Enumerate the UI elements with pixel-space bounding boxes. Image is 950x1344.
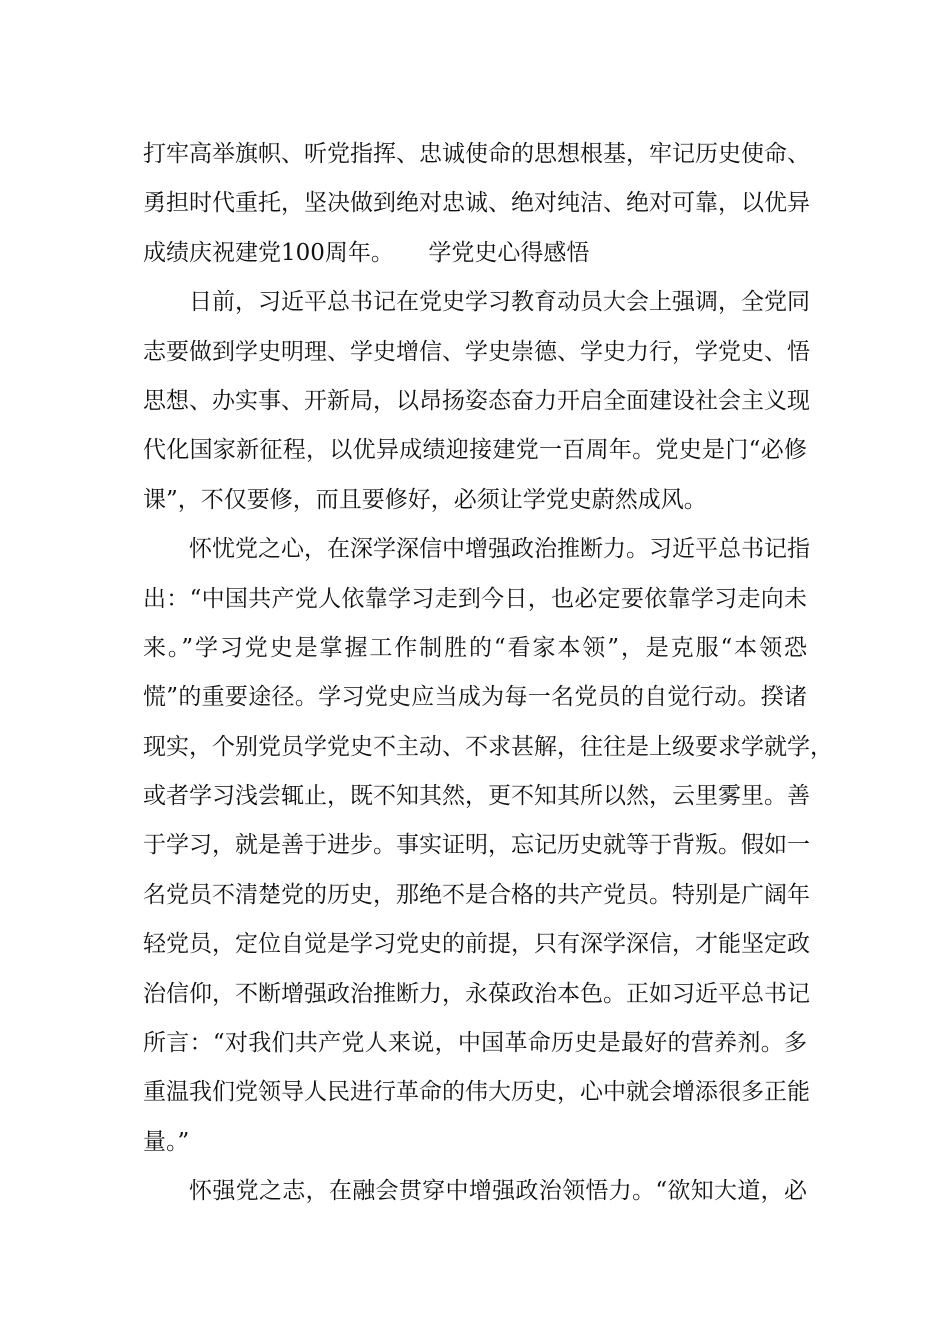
- text-line: 名党员不清楚党的历史，那绝不是合格的共产党员。特别是广阔年: [143, 881, 810, 908]
- text-line: 量。”: [143, 1128, 190, 1155]
- text-line: 课”，不仅要修，而且要修好，必须让学党史蔚然成风。: [143, 486, 707, 513]
- text-line: 勇担时代重托，坚决做到绝对忠诚、绝对纯洁、绝对可靠，以优异: [143, 190, 810, 217]
- paragraph-start-line: 怀强党之志，在融会贯穿中增强政治领悟力。“欲知大道，必: [189, 1178, 807, 1205]
- text-line: 思想、办实事、开新局，以昂扬姿态奋力开启全面建设社会主义现: [143, 387, 810, 414]
- text-line: 来。”学习党史是掌握工作制胜的“看家本领”，是克服“本领恐: [143, 634, 807, 661]
- text-line: 治信仰，不断增强政治推断力，永葆政治本色。正如习近平总书记: [143, 980, 810, 1007]
- text-line: 代化国家新征程，以优异成绩迎接建党一百周年。党史是门“必修: [143, 437, 807, 464]
- body-text: [143, 130, 833, 1217]
- text-line: 打牢高举旗帜、听党指挥、忠诚使命的思想根基，牢记历史使命、: [143, 141, 810, 167]
- text-line: 出：“中国共产党人依靠学习走到今日，也必定要依靠学习走向未: [143, 585, 807, 612]
- paragraph-start-line: 怀忧党之心，在深学深信中增强政治推断力。习近平总书记指: [189, 536, 810, 563]
- text-line: 于学习，就是善于进步。事实证明，忘记历史就等于背叛。假如一: [143, 832, 810, 859]
- text-line: 慌”的重要途径。学习党史应当成为每一名党员的自觉行动。揆诸: [143, 684, 807, 711]
- text-line: 或者学习浅尝辄止，既不知其然，更不知其所以然，云里雾里。善: [143, 783, 810, 810]
- text-line: 志要做到学史明理、学史增信、学史崇德、学史力行，学党史、悟: [143, 338, 810, 365]
- text-line: 所言：“对我们共产党人来说，中国革命历史是最好的营养剂。多: [143, 1030, 807, 1057]
- text-line: 现实，个别党员学党史不主动、不求甚解，往往是上级要求学就学，: [143, 733, 833, 760]
- text-line: 轻党员，定位自觉是学习党史的前提，只有深学深信，才能坚定政: [143, 931, 810, 958]
- paragraph-start-line: 日前，习近平总书记在党史学习教育动员大会上强调，全党同: [189, 289, 810, 316]
- text-line: 重温我们党领导人民进行革命的伟大历史，心中就会增添很多正能: [143, 1079, 810, 1106]
- text-line: 成绩庆祝建党100周年。 学党史心得感悟: [143, 239, 590, 266]
